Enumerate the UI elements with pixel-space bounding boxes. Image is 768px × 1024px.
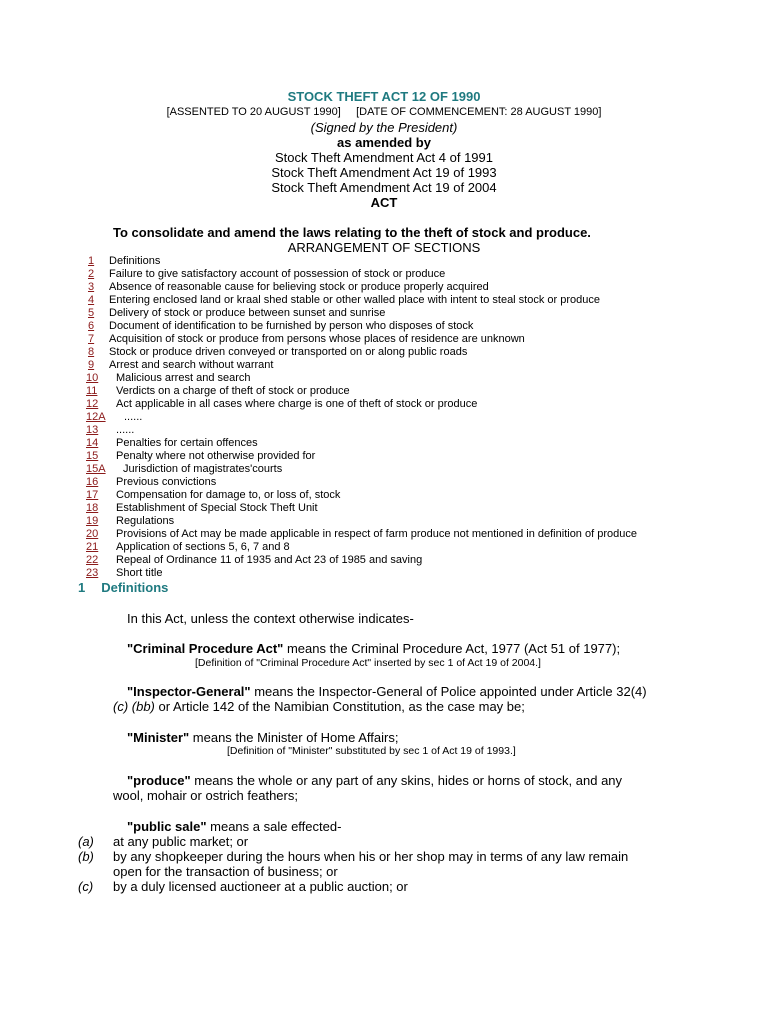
- toc-section-title: Penalty where not otherwise provided for: [116, 450, 316, 462]
- paragraph-label: (c): [78, 879, 94, 894]
- toc-section-link[interactable]: 5: [88, 307, 95, 319]
- paragraph-label: (b): [78, 849, 94, 864]
- toc-section-title: Previous convictions: [116, 476, 217, 488]
- section-title: Definitions: [101, 580, 169, 595]
- toc-section-title: Compensation for damage to, or loss of, stock: [116, 489, 341, 501]
- defined-term: "Inspector-General": [127, 684, 251, 699]
- toc-section-title: Definitions: [109, 255, 161, 267]
- definition-text: means the Minister of Home Affairs;: [189, 730, 399, 745]
- toc-section-link[interactable]: 16: [86, 476, 99, 488]
- definition-minister: [127, 730, 398, 745]
- section-number: 1: [78, 580, 86, 595]
- toc-section-link[interactable]: 12A: [86, 411, 106, 423]
- toc-section-title: Establishment of Special Stock Theft Unit: [116, 502, 318, 514]
- toc-section-link[interactable]: 17: [86, 489, 99, 501]
- amendment-note: [Definition of "Minister" substituted by sec 1 of Act 19 of 1993.]: [227, 745, 516, 757]
- toc-section-link[interactable]: 12: [86, 398, 99, 410]
- toc-section-link[interactable]: 4: [88, 294, 95, 306]
- definition-continuation: wool, mohair or ostrich feathers;: [113, 788, 298, 803]
- toc-section-title: Failure to give satisfactory account of possession of stock or produce: [109, 268, 446, 280]
- definition-text: means the Criminal Procedure Act, 1977 (Act 51 of 1977);: [283, 641, 621, 656]
- toc-section-link[interactable]: 23: [86, 567, 99, 579]
- arrangement-heading: ARRANGEMENT OF SECTIONS: [287, 240, 481, 255]
- defined-term: "Minister": [127, 730, 190, 745]
- toc-section-link[interactable]: 3: [88, 281, 95, 293]
- toc-section-title: ......: [124, 411, 143, 423]
- toc-section-title: Jurisdiction of magistrates'courts: [123, 463, 283, 475]
- definition-text: means a sale effected-: [206, 819, 342, 834]
- toc-section-link[interactable]: 14: [86, 437, 99, 449]
- toc-section-link[interactable]: 18: [86, 502, 99, 514]
- definition-public-sale: [127, 819, 341, 834]
- toc-section-title: Repeal of Ordinance 11 of 1935 and Act 23 of 1985 and saving: [116, 554, 423, 566]
- toc-section-link[interactable]: 10: [86, 372, 99, 384]
- definition-inspector-general: [127, 684, 647, 699]
- paragraph-text: at any public market; or: [113, 834, 249, 849]
- section-heading: [78, 580, 168, 595]
- toc-section-link[interactable]: 6: [88, 320, 95, 332]
- signed-line: (Signed by the President): [310, 120, 458, 135]
- section-intro: In this Act, unless the context otherwise indicates-: [127, 611, 414, 626]
- toc-section-link[interactable]: 21: [86, 541, 99, 553]
- toc-section-title: Application of sections 5, 6, 7 and 8: [116, 541, 290, 553]
- toc-section-title: Malicious arrest and search: [116, 372, 251, 384]
- toc-section-link[interactable]: 15: [86, 450, 99, 462]
- definition-text: means the whole or any part of any skins, hides or horns of stock, and any: [190, 773, 623, 788]
- defined-term: "produce": [127, 773, 191, 788]
- toc-section-link[interactable]: 19: [86, 515, 99, 527]
- toc-section-title: Act applicable in all cases where charge is one of theft of stock or produce: [116, 398, 478, 410]
- toc-section-link[interactable]: 20: [86, 528, 99, 540]
- toc-section-title: Penalties for certain offences: [116, 437, 258, 449]
- toc-section-title: Stock or produce driven conveyed or transported on or along public roads: [109, 346, 468, 358]
- definition-continuation: [113, 699, 525, 714]
- toc-section-title: Regulations: [116, 515, 175, 527]
- amended-by-heading: as amended by: [337, 135, 431, 150]
- paragraph-text: by a duly licensed auctioneer at a public auction; or: [113, 879, 408, 894]
- act-heading: ACT: [370, 195, 398, 210]
- amendment-line: Stock Theft Amendment Act 4 of 1991: [274, 150, 493, 165]
- assent-line: [ASSENTED TO 20 AUGUST 1990] [DATE OF COMMENCEMENT: 28 AUGUST 1990]: [166, 106, 602, 118]
- toc-section-link[interactable]: 13: [86, 424, 99, 436]
- toc-section-title: Delivery of stock or produce between sunset and sunrise: [109, 307, 386, 319]
- toc-section-title: Entering enclosed land or kraal shed stable or other walled place with intent to steal stock or produce: [109, 294, 601, 306]
- definition-text: or Article 142 of the Namibian Constitution, as the case may be;: [154, 699, 525, 714]
- act-title: STOCK THEFT ACT 12 OF 1990: [287, 89, 481, 104]
- paragraph-label: (a): [78, 834, 94, 849]
- paragraph-text: by any shopkeeper during the hours when his or her shop may in terms of any law remain: [113, 849, 629, 864]
- toc-section-link[interactable]: 22: [86, 554, 99, 566]
- toc-section-link[interactable]: 7: [88, 333, 95, 345]
- amendment-line: Stock Theft Amendment Act 19 of 1993: [271, 165, 497, 180]
- defined-term: "Criminal Procedure Act": [127, 641, 284, 656]
- toc-section-title: Document of identification to be furnished by person who disposes of stock: [109, 320, 474, 332]
- toc-section-link[interactable]: 2: [88, 268, 95, 280]
- toc-section-link[interactable]: 11: [86, 385, 98, 397]
- toc-section-title: ......: [116, 424, 135, 436]
- toc-section-title: Absence of reasonable cause for believing stock or produce properly acquired: [109, 281, 489, 293]
- definition-produce: [127, 773, 622, 788]
- toc-section-title: Acquisition of stock or produce from persons whose places of residence are unknown: [109, 333, 525, 345]
- toc-section-link[interactable]: 9: [88, 359, 95, 371]
- toc-section-title: Arrest and search without warrant: [109, 359, 274, 371]
- toc-section-title: Verdicts on a charge of theft of stock or produce: [116, 385, 350, 397]
- toc-section-link[interactable]: 8: [88, 346, 95, 358]
- paragraph-text: open for the transaction of business; or: [113, 864, 338, 879]
- amendment-line: Stock Theft Amendment Act 19 of 2004: [271, 180, 497, 195]
- definition-criminal-procedure-act: [127, 641, 620, 656]
- amendment-note: [Definition of "Criminal Procedure Act" inserted by sec 1 of Act 19 of 2004.]: [195, 657, 541, 669]
- definition-text: means the Inspector-General of Police appointed under Article 32(4): [250, 684, 647, 699]
- toc-section-title: Provisions of Act may be made applicable in respect of farm produce not mentioned in definition of produce: [116, 528, 637, 540]
- toc-section-title: Short title: [116, 567, 163, 579]
- long-title: To consolidate and amend the laws relating to the theft of stock and produce.: [113, 225, 591, 240]
- toc-section-link[interactable]: 1: [88, 255, 95, 267]
- toc-section-link[interactable]: 15A: [86, 463, 106, 475]
- paragraph-reference: (c) (bb): [113, 699, 155, 714]
- defined-term: "public sale": [127, 819, 207, 834]
